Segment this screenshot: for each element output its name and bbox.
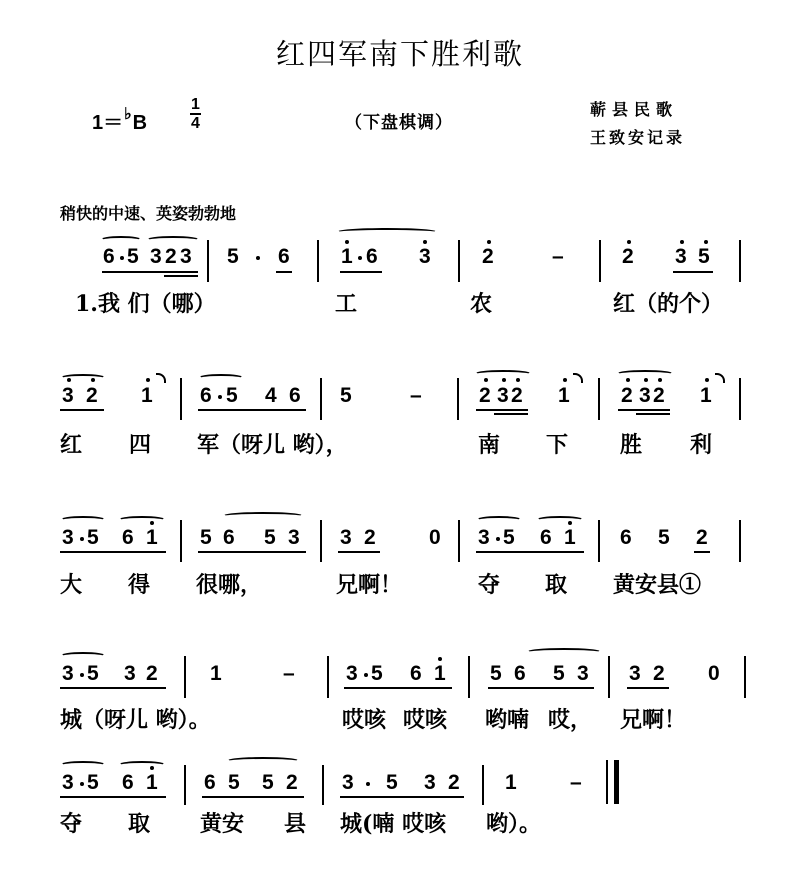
note: 5 — [200, 526, 212, 549]
note: 3 — [639, 384, 651, 407]
note: 3 — [346, 662, 358, 685]
song-origin — [590, 96, 685, 152]
note: 5 — [658, 526, 670, 549]
note: 5 — [262, 771, 274, 794]
recorder-line: 王致安记录 — [590, 128, 686, 147]
note: 1 — [141, 384, 153, 407]
note: 5 — [127, 245, 139, 268]
note: 6 — [278, 245, 290, 268]
note: 3 — [424, 771, 436, 794]
note: 2 — [696, 526, 708, 549]
note: 6 — [366, 245, 378, 268]
note: 2 — [653, 662, 665, 685]
note: 6 — [540, 526, 552, 549]
lyric: 红（的个） — [613, 291, 724, 317]
lyric: 城(喃 哎咳 — [340, 811, 447, 837]
lyric: 城（呀儿 哟）。 — [60, 707, 211, 733]
lyric: 得 — [128, 572, 151, 598]
note: 5 — [228, 771, 240, 794]
lyric: 兄啊！ — [620, 707, 687, 733]
note: 6 — [122, 526, 134, 549]
note: 3 — [62, 662, 74, 685]
note: 5 — [226, 384, 238, 407]
note: 5 — [340, 384, 352, 407]
note: 5 — [371, 662, 383, 685]
note: 2 — [286, 771, 298, 794]
note: 1 — [505, 771, 517, 794]
rest: 0 — [429, 526, 441, 549]
note: 6 — [289, 384, 301, 407]
lyric: 哟喃 — [485, 707, 530, 733]
lyric: 很哪， — [196, 572, 263, 598]
note: 3 — [342, 771, 354, 794]
note: 6 — [410, 662, 422, 685]
note: 2 — [86, 384, 98, 407]
lyric: 黄安 — [200, 811, 245, 837]
note: 1 — [341, 245, 353, 268]
lyric: 哎咳 — [403, 707, 448, 733]
song-title: 红四军南下胜利歌 — [275, 37, 524, 71]
note: 2 — [653, 384, 665, 407]
note: 6 — [223, 526, 235, 549]
note: 5 — [87, 771, 99, 794]
rest: 0 — [708, 662, 720, 685]
note: 3 — [62, 526, 74, 549]
note: 5 — [386, 771, 398, 794]
note: 5 — [490, 662, 502, 685]
note: 2 — [511, 384, 523, 407]
lyric: 夺 — [60, 811, 83, 837]
origin-line: 蕲县民歌 — [590, 100, 679, 119]
note: 6 — [122, 771, 134, 794]
note: 3 — [150, 245, 162, 268]
note: 5 — [87, 662, 99, 685]
note: 3 — [419, 245, 431, 268]
note: 2 — [482, 245, 494, 268]
lyric: 哎咳 — [342, 707, 387, 733]
note: 3 — [288, 526, 300, 549]
lyric: 取 — [545, 572, 568, 598]
lyric: 农 — [470, 291, 493, 317]
note: 2 — [165, 245, 177, 268]
note: 5 — [503, 526, 515, 549]
lyric: 工 — [335, 291, 358, 317]
note: 5 — [553, 662, 565, 685]
tune-name: （下盘棋调） — [345, 113, 453, 133]
note: 3 — [180, 245, 192, 268]
note: 6 — [514, 662, 526, 685]
tempo-marking: 稍快的中速、英姿勃勃地 — [60, 206, 237, 223]
key-note: B — [132, 112, 148, 134]
lyric: 胜 — [620, 432, 643, 458]
note: 3 — [478, 526, 490, 549]
note: 6 — [200, 384, 212, 407]
note: 6 — [204, 771, 216, 794]
note: 2 — [621, 384, 633, 407]
lyric: 1.我 们（哪） — [75, 291, 216, 317]
note: 1 — [210, 662, 222, 685]
lyric: 县 — [284, 811, 307, 837]
note: 1 — [146, 771, 158, 794]
lyric: 红 — [60, 432, 83, 458]
note: 4 — [265, 384, 277, 407]
lyric: 南 — [478, 432, 501, 458]
note: 6 — [103, 245, 115, 268]
note: 2 — [622, 245, 634, 268]
dash: – — [283, 662, 295, 685]
lyric: 哟）。 — [486, 811, 542, 837]
note: 1 — [564, 526, 576, 549]
time-bottom: 4 — [191, 115, 200, 132]
flat-sign: ♭ — [124, 106, 132, 123]
lyric: 黄安县① — [613, 572, 702, 598]
note: 5 — [698, 245, 710, 268]
note: 3 — [577, 662, 589, 685]
note: 2 — [146, 662, 158, 685]
lyric: 取 — [128, 811, 151, 837]
note: 5 — [264, 526, 276, 549]
note: 1 — [146, 526, 158, 549]
dash: – — [410, 384, 422, 407]
note: 1 — [558, 384, 570, 407]
note: 3 — [62, 384, 74, 407]
note: 2 — [479, 384, 491, 407]
time-top: 1 — [191, 96, 200, 113]
lyric: 大 — [60, 572, 83, 598]
key-signature — [92, 106, 147, 135]
note: 3 — [62, 771, 74, 794]
lyric: 哎， — [548, 707, 593, 733]
key-prefix: 1＝ — [92, 112, 124, 134]
note: 5 — [227, 245, 239, 268]
lyric: 军（呀儿 哟）， — [197, 432, 348, 458]
lyric: 利 — [690, 432, 713, 458]
note: 1 — [434, 662, 446, 685]
note: 3 — [497, 384, 509, 407]
note: 2 — [448, 771, 460, 794]
note: 5 — [87, 526, 99, 549]
time-signature — [190, 96, 201, 132]
lyric: 四 — [129, 432, 152, 458]
note: 2 — [364, 526, 376, 549]
lyric: 兄啊！ — [336, 572, 403, 598]
note: 3 — [340, 526, 352, 549]
note: 1 — [700, 384, 712, 407]
dash: – — [552, 245, 564, 268]
note: 3 — [675, 245, 687, 268]
note: 3 — [629, 662, 641, 685]
lyric: 夺 — [478, 572, 501, 598]
note: 3 — [124, 662, 136, 685]
dash: – — [570, 771, 582, 794]
lyric: 下 — [546, 432, 569, 458]
note: 6 — [620, 526, 632, 549]
